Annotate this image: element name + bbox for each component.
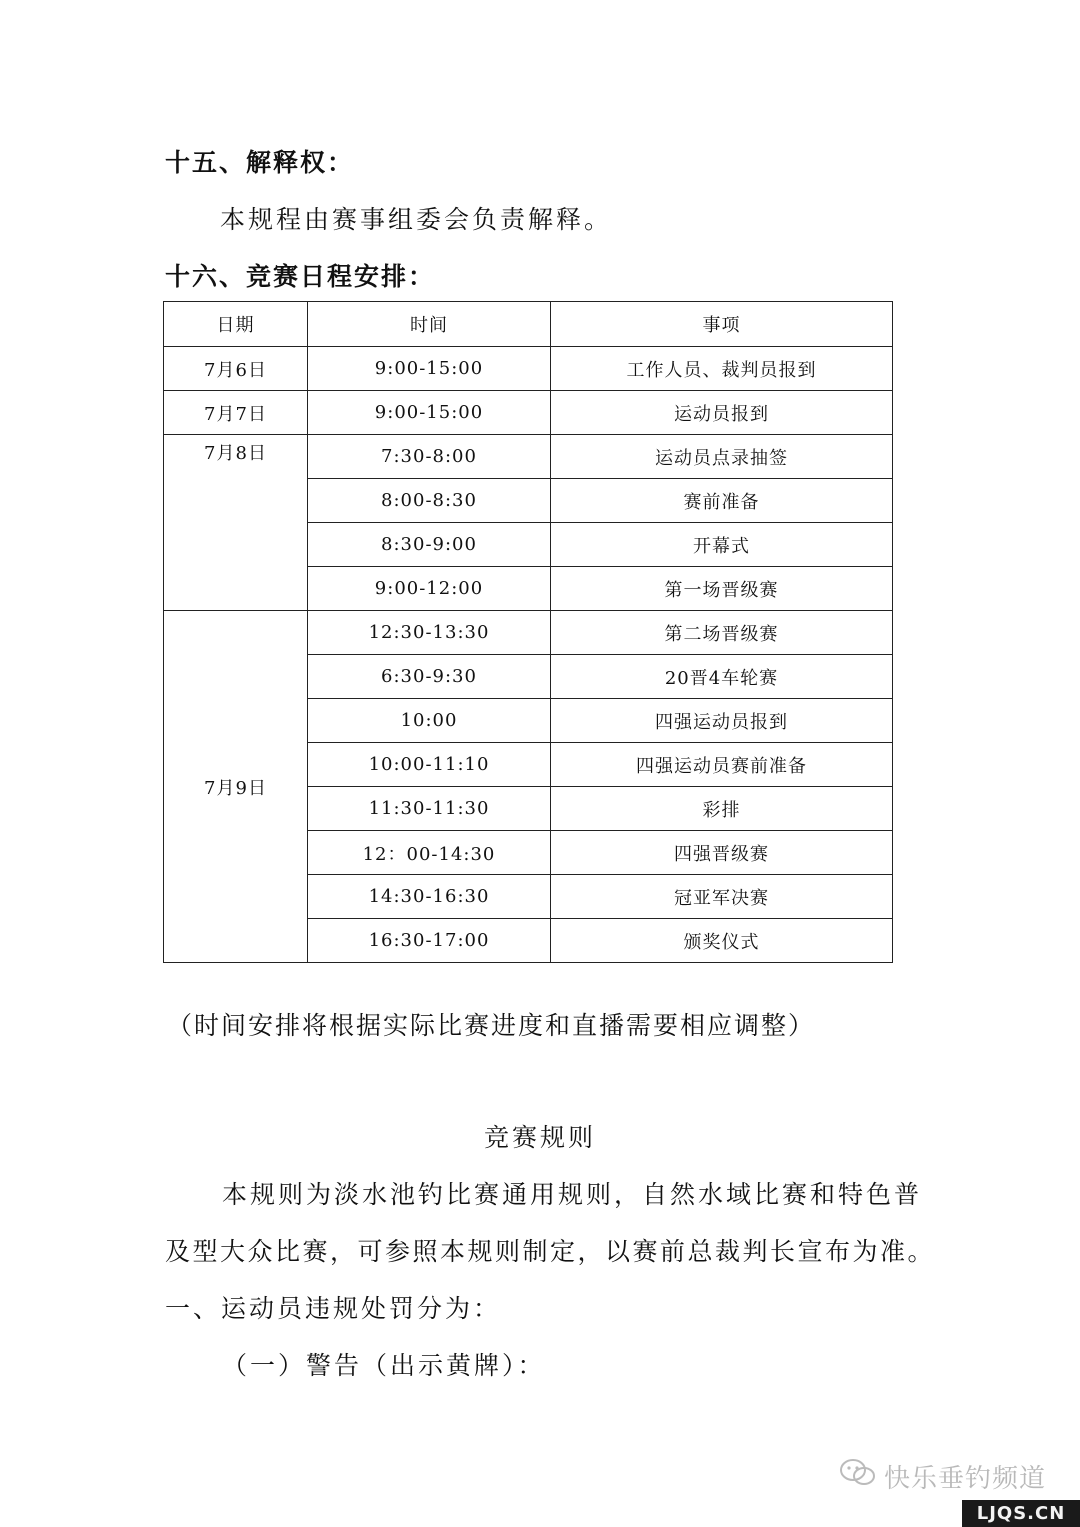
date-cell: 7月8日: [164, 435, 308, 611]
header-time: 时间: [308, 302, 551, 347]
item-cell: 颁奖仪式: [551, 919, 893, 963]
time-cell: 12：00-14:30: [308, 831, 551, 875]
date-cell: 7月7日: [164, 391, 308, 435]
section-15-heading: 十五、解释权：: [165, 148, 355, 177]
wechat-icon: [838, 1458, 878, 1488]
section-16-heading: 十六、竞赛日程安排：: [165, 262, 436, 291]
item-cell: 冠亚军决赛: [551, 875, 893, 919]
time-cell: 11:30-11:30: [308, 787, 551, 831]
time-cell: 12:30-13:30: [308, 611, 551, 655]
table-row: [164, 611, 893, 655]
time-cell: 16:30-17:00: [308, 919, 551, 963]
item-cell: 工作人员、裁判员报到: [551, 347, 893, 391]
item-cell: 第一场晋级赛: [551, 567, 893, 611]
item-cell: 四强运动员赛前准备: [551, 743, 893, 787]
header-date: 日期: [164, 302, 308, 347]
table-row: [164, 347, 893, 391]
item-cell: 四强运动员报到: [551, 699, 893, 743]
table-row: [164, 391, 893, 435]
table-header-row: [164, 302, 893, 347]
time-cell: 9:00-15:00: [308, 347, 551, 391]
time-cell: 6:30-9:30: [308, 655, 551, 699]
date-cell: 7月6日: [164, 347, 308, 391]
item-cell: 第二场晋级赛: [551, 611, 893, 655]
rules-title: 竞赛规则: [483, 1123, 596, 1152]
time-cell: 8:30-9:00: [308, 523, 551, 567]
time-cell: 10:00-11:10: [308, 743, 551, 787]
rules-paragraph-line-1: 本规则为淡水池钓比赛通用规则，自然水域比赛和特色普: [222, 1180, 923, 1209]
site-logo: LJQS.CN: [962, 1500, 1080, 1527]
item-cell: 开幕式: [551, 523, 893, 567]
schedule-note: （时间安排将根据实际比赛进度和直播需要相应调整）: [167, 1011, 816, 1040]
time-cell: 9:00-12:00: [308, 567, 551, 611]
table-row: [164, 435, 893, 479]
time-cell: 14:30-16:30: [308, 875, 551, 919]
rules-paragraph-line-2: 及型大众比赛，可参照本规则制定，以赛前总裁判长宣布为准。: [165, 1237, 936, 1266]
item-cell: 彩排: [551, 787, 893, 831]
section-15-text: 本规程由赛事组委会负责解释。: [220, 205, 613, 234]
time-cell: 10:00: [308, 699, 551, 743]
time-cell: 9:00-15:00: [308, 391, 551, 435]
time-cell: 7:30-8:00: [308, 435, 551, 479]
item-cell: 赛前准备: [551, 479, 893, 523]
item-cell: 运动员点录抽签: [551, 435, 893, 479]
schedule-table: [163, 301, 893, 963]
item-cell: 四强晋级赛: [551, 831, 893, 875]
rules-subsection-1: （一）警告（出示黄牌）：: [222, 1351, 546, 1380]
time-cell: 8:00-8:30: [308, 479, 551, 523]
item-cell: 20晋4车轮赛: [551, 655, 893, 699]
header-item: 事项: [551, 302, 893, 347]
date-cell: 7月9日: [164, 611, 308, 963]
rules-section-1: 一、运动员违规处罚分为：: [165, 1294, 502, 1323]
item-cell: 运动员报到: [551, 391, 893, 435]
watermark-text: 快乐垂钓频道: [884, 1464, 1047, 1494]
